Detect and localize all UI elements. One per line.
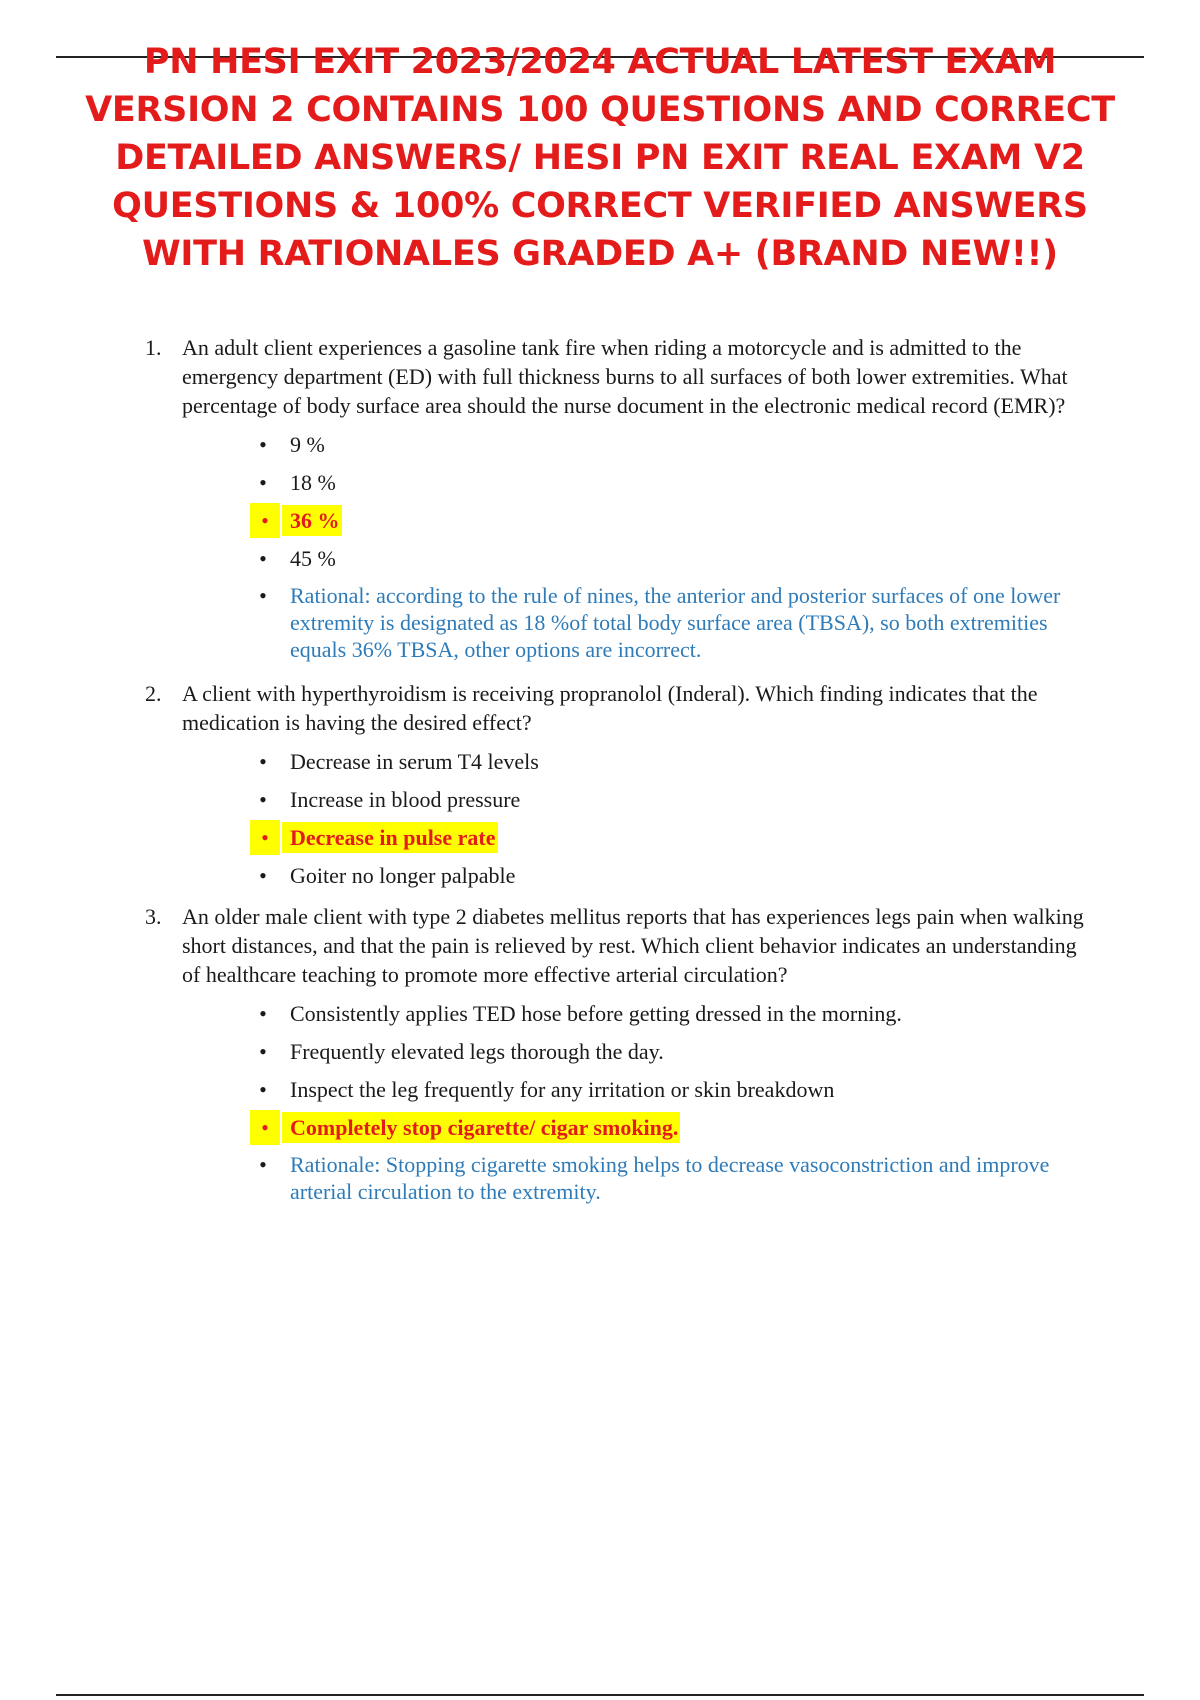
correct-answer-option bbox=[140, 506, 1090, 535]
title-line: DETAILED ANSWERS/ HESI PN EXIT REAL EXAM V2 bbox=[115, 138, 1085, 178]
question-1 bbox=[140, 333, 1090, 663]
answer-options bbox=[140, 999, 1090, 1205]
rationale-text: Rational: according to the rule of nines, the anterior and posterior surfaces of one lower extremity is designated as 18 %of total body surface area (TBSA), so both extremities equals 36% TBSA, other options are incorrect. bbox=[290, 583, 1061, 662]
question-text: An adult client experiences a gasoline tank fire when riding a motorcycle and is admitted to the emergency department (ED) with full thickness burns to all surfaces of both lower extremities. What percentage of body surface area should the nurse document in the electronic medical record (EMR)? bbox=[182, 335, 1068, 418]
bullet-icon: • bbox=[250, 503, 280, 538]
rationale-text: Rationale: Stopping cigarette smoking helps to decrease vasoconstriction and improve arterial circulation to the extremity. bbox=[290, 1152, 1050, 1204]
bullet-icon: • bbox=[259, 749, 267, 774]
answer-option bbox=[140, 544, 1090, 573]
bullet-icon: • bbox=[259, 583, 267, 608]
question-2 bbox=[140, 679, 1090, 890]
question-text: A client with hyperthyroidism is receiving propranolol (Inderal). Which finding indicates that the medication is having the desired effect? bbox=[182, 681, 1038, 735]
answer-option bbox=[140, 747, 1090, 776]
option-text: 36 % bbox=[282, 505, 342, 536]
answer-option bbox=[140, 1037, 1090, 1066]
answer-option bbox=[140, 1075, 1090, 1104]
bullet-icon: • bbox=[250, 820, 280, 855]
option-text: Consistently applies TED hose before getting dressed in the morning. bbox=[290, 1001, 902, 1026]
question-number: 3. bbox=[145, 904, 162, 929]
correct-answer-option bbox=[140, 823, 1090, 852]
title-line: PN HESI EXIT 2023/2024 ACTUAL LATEST EXAM bbox=[143, 42, 1057, 82]
title-line: VERSION 2 CONTAINS 100 QUESTIONS AND CORRECT bbox=[85, 90, 1115, 130]
bullet-icon: • bbox=[259, 1039, 267, 1064]
bullet-icon: • bbox=[259, 1152, 267, 1177]
bullet-icon: • bbox=[259, 432, 267, 457]
bullet-icon: • bbox=[250, 1110, 280, 1145]
title-line: QUESTIONS & 100% CORRECT VERIFIED ANSWERS bbox=[112, 186, 1088, 226]
document-title bbox=[80, 38, 1120, 278]
answer-option bbox=[140, 430, 1090, 459]
answer-option bbox=[140, 785, 1090, 814]
option-text: Goiter no longer palpable bbox=[290, 863, 516, 888]
answer-option bbox=[140, 999, 1090, 1028]
option-text: 18 % bbox=[290, 470, 336, 495]
answer-options bbox=[140, 430, 1090, 663]
bullet-icon: • bbox=[259, 546, 267, 571]
bullet-icon: • bbox=[259, 470, 267, 495]
question-3 bbox=[140, 902, 1090, 1205]
bullet-icon: • bbox=[259, 787, 267, 812]
option-text: 9 % bbox=[290, 432, 325, 457]
question-number: 1. bbox=[145, 335, 162, 360]
bullet-icon: • bbox=[259, 1001, 267, 1026]
answer-options bbox=[140, 747, 1090, 890]
answer-option bbox=[140, 468, 1090, 497]
option-text: Decrease in pulse rate bbox=[282, 822, 498, 853]
rationale bbox=[140, 582, 1090, 663]
bullet-icon: • bbox=[259, 1077, 267, 1102]
bullet-icon: • bbox=[259, 863, 267, 888]
option-text: 45 % bbox=[290, 546, 336, 571]
correct-answer-option bbox=[140, 1113, 1090, 1142]
bottom-rule bbox=[56, 1694, 1144, 1696]
rationale bbox=[140, 1151, 1090, 1205]
question-text: An older male client with type 2 diabetes mellitus reports that has experiences legs pain when walking short distances, and that the pain is relieved by rest. Which client behavior indicates an understanding of healthcare teaching to promote more effective arterial circulation? bbox=[182, 904, 1084, 987]
option-text: Decrease in serum T4 levels bbox=[290, 749, 539, 774]
title-line: WITH RATIONALES GRADED A+ (BRAND NEW!!) bbox=[142, 234, 1058, 274]
option-text: Completely stop cigarette/ cigar smoking. bbox=[282, 1112, 680, 1143]
answer-option bbox=[140, 861, 1090, 890]
option-text: Inspect the leg frequently for any irritation or skin breakdown bbox=[290, 1077, 835, 1102]
option-text: Frequently elevated legs thorough the day. bbox=[290, 1039, 664, 1064]
question-number: 2. bbox=[145, 681, 162, 706]
option-text: Increase in blood pressure bbox=[290, 787, 521, 812]
question-list bbox=[140, 333, 1090, 1219]
